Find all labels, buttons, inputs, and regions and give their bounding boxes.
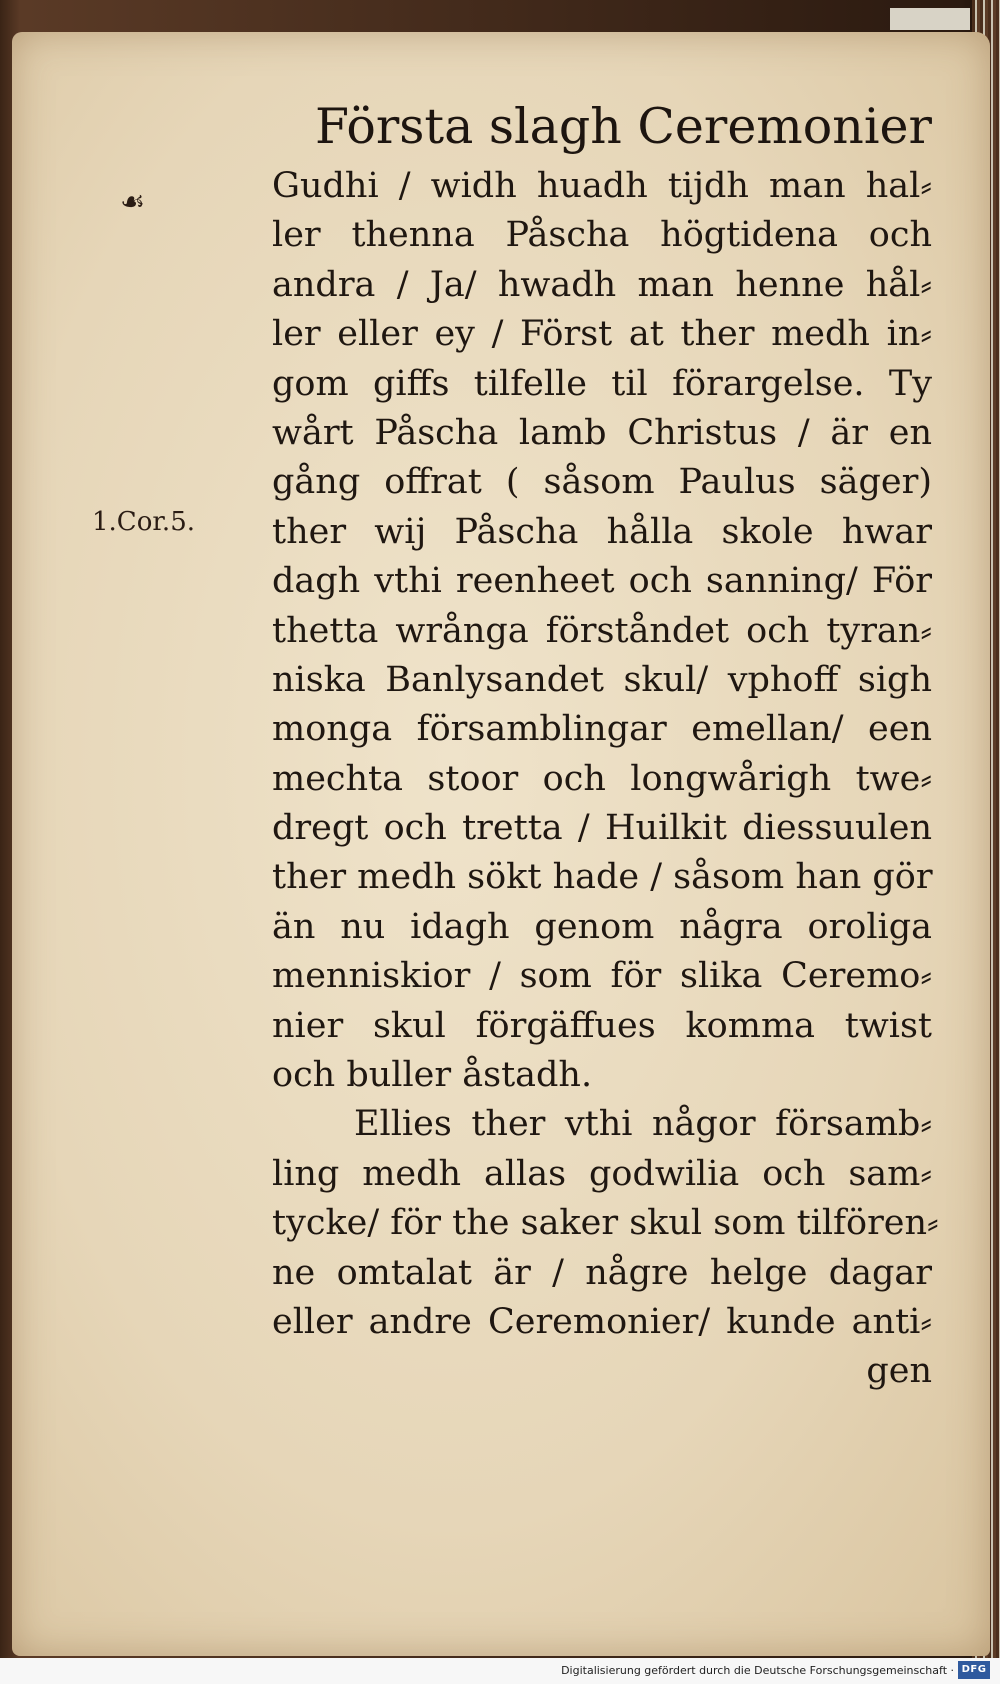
text-line: tycke/ för the saker skul som tilfören⸗ [272, 1203, 939, 1244]
text-line: ther medh sökt hade / såsom han gör [272, 857, 933, 898]
text-line: ling medh allas godwilia och sam⸗ [272, 1153, 932, 1194]
text-line: gom giffs tilfelle til förargelse. Ty [272, 363, 932, 404]
text-line: menniskior / som för slika Ceremo⸗ [272, 956, 932, 997]
text-line: niska Banlysandet skul/ vphoff sigh [272, 659, 932, 700]
text-line: ler thenna Påscha högtidena och [272, 215, 932, 256]
text-line: dregt och tretta / Huilkit diessuulen [272, 808, 932, 849]
margin-note-reference: 1.Cor.5. [92, 507, 195, 537]
catchword: gen [866, 1351, 932, 1392]
running-head: Första slagh Ceremonier [315, 98, 932, 155]
body-text [272, 162, 939, 1397]
text-line: wårt Påscha lamb Christus / är en [272, 412, 932, 453]
margin-ornament: ☙ [120, 185, 146, 218]
text-line: ther wij Påscha hålla skole hwar [272, 511, 932, 552]
text-line: andra / Ja/ hwadh man henne hål⸗ [272, 264, 932, 305]
digitization-footer [0, 1658, 1000, 1684]
paragraph-start-line: Ellies ther vthi någor församb⸗ [354, 1104, 932, 1145]
text-line: ler eller ey / Först at ther medh in⸗ [272, 314, 932, 355]
dfg-logo: DFG [958, 1661, 990, 1679]
text-line: än nu idagh genom några oroliga [272, 906, 932, 947]
text-line: nier skul förgäffues komma twist [272, 1005, 932, 1046]
text-line: monga församblingar emellan/ een [272, 709, 932, 750]
funding-credit: Digitalisierung gefördert durch die Deutsche Forschungsgemeinschaft · [561, 1664, 954, 1677]
text-line: ne omtalat är / någre helge dagar [272, 1252, 932, 1293]
text-line: Gudhi / widh huadh tijdh man hal⸗ [272, 166, 932, 206]
text-line: dagh vthi reenheet och sanning/ För [272, 561, 932, 602]
text-line: thetta wrånga förståndet och tyran⸗ [272, 610, 932, 651]
text-line: eller andre Ceremonier/ kunde anti⸗ [272, 1301, 932, 1342]
text-line: och buller åstadh. [272, 1055, 593, 1096]
text-line: gång offrat ( såsom Paulus säger) [272, 462, 932, 503]
scan-strip [890, 8, 970, 30]
text-line: mechta stoor och longwårigh twe⸗ [272, 758, 932, 799]
